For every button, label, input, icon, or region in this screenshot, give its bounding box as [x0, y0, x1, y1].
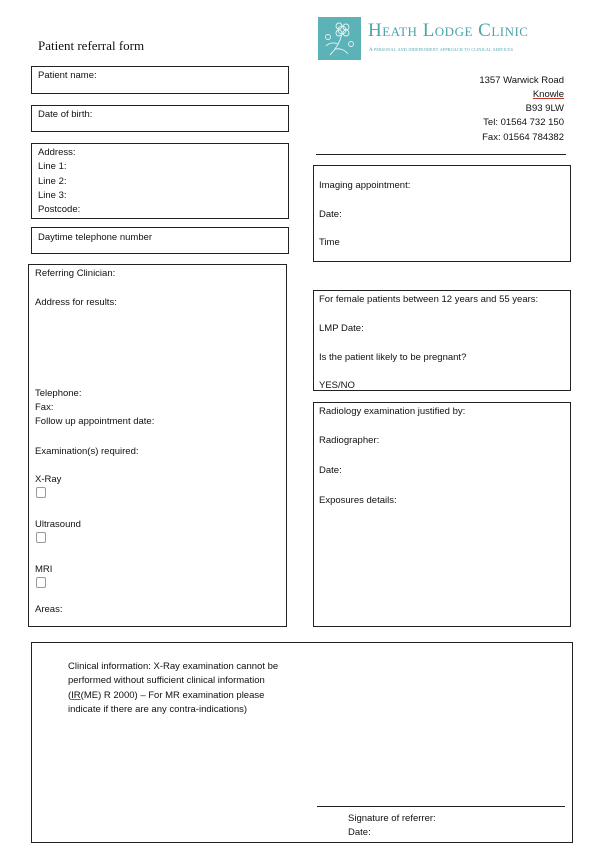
referring-clinician-label: Referring Clinician:	[35, 268, 116, 279]
female-patients-heading: For female patients between 12 years and 55 years:	[319, 294, 539, 305]
patient-name-label: Patient name:	[38, 70, 97, 81]
date-of-birth-field[interactable]	[31, 105, 289, 132]
imaging-date-label: Date:	[319, 209, 342, 220]
clinic-street: 1357 Warwick Road	[479, 75, 564, 86]
mri-checkbox[interactable]	[36, 577, 46, 588]
exam-ultrasound-label: Ultrasound	[35, 519, 81, 530]
imaging-time-label: Time	[319, 237, 340, 248]
clinic-name: Heath Lodge Clinic	[368, 20, 529, 41]
flower-icon	[318, 17, 361, 60]
imaging-appointment-box[interactable]	[313, 165, 571, 262]
address-line1-label: Line 1:	[38, 161, 67, 172]
signature-line	[317, 806, 565, 807]
signature-label: Signature of referrer:	[348, 813, 436, 824]
ultrasound-checkbox[interactable]	[36, 532, 46, 543]
address-line2-label: Line 2:	[38, 176, 67, 187]
justified-by-label: Radiology examination justified by:	[319, 406, 466, 417]
exams-required-label: Examination(s) required:	[35, 446, 139, 457]
clinic-tagline: A personal and independent approach to clinical services	[369, 48, 514, 53]
patient-name-field[interactable]	[31, 66, 289, 94]
address-label: Address:	[38, 147, 76, 158]
header-divider	[316, 154, 566, 155]
clinic-postcode: B93 9LW	[525, 103, 564, 114]
referrer-fax-label: Fax:	[35, 402, 54, 413]
clinic-tel: Tel: 01564 732 150	[483, 117, 564, 128]
postcode-label: Postcode:	[38, 204, 81, 215]
clinic-logo-mark	[318, 17, 361, 60]
yes-no-option[interactable]: YES/NO	[319, 380, 355, 391]
dob-label: Date of birth:	[38, 109, 93, 120]
address-line3-label: Line 3:	[38, 190, 67, 201]
clinic-town: Knowle	[532, 89, 564, 100]
daytime-phone-field[interactable]	[31, 227, 289, 254]
daytime-phone-label: Daytime telephone number	[38, 232, 153, 243]
referrer-telephone-label: Telephone:	[35, 388, 82, 399]
results-address-label: Address for results:	[35, 297, 117, 308]
address-field[interactable]	[31, 143, 289, 219]
radiology-date-label: Date:	[319, 465, 342, 476]
exam-xray-label: X-Ray	[35, 474, 62, 485]
areas-label: Areas:	[35, 604, 63, 615]
exam-mri-label: MRI	[35, 564, 53, 575]
form-title: Patient referral form	[38, 38, 145, 53]
female-patients-box[interactable]	[313, 290, 571, 391]
followup-date-label: Follow up appointment date:	[35, 416, 155, 427]
imaging-appointment-label: Imaging appointment:	[319, 180, 411, 191]
xray-checkbox[interactable]	[36, 487, 46, 498]
exposures-details-label: Exposures details:	[319, 495, 397, 506]
clinical-text-part1: Clinical information: X-Ray examination cannot be performed without sufficient clinical information (	[68, 661, 279, 701]
referrer-section	[28, 264, 287, 627]
clinical-information-text	[68, 660, 298, 717]
radiographer-label: Radiographer:	[319, 435, 380, 446]
clinical-text-part2: (ME) R 2000) – For MR examination please indicate if there are any contra-indications)	[68, 689, 265, 715]
pregnancy-question: Is the patient likely to be pregnant?	[319, 352, 467, 363]
radiology-box[interactable]	[313, 402, 571, 627]
clinical-ir-abbr: IR	[71, 689, 81, 701]
signature-date-label: Date:	[348, 827, 371, 838]
lmp-date-label: LMP Date:	[319, 323, 364, 334]
clinic-fax: Fax: 01564 784382	[482, 132, 564, 143]
